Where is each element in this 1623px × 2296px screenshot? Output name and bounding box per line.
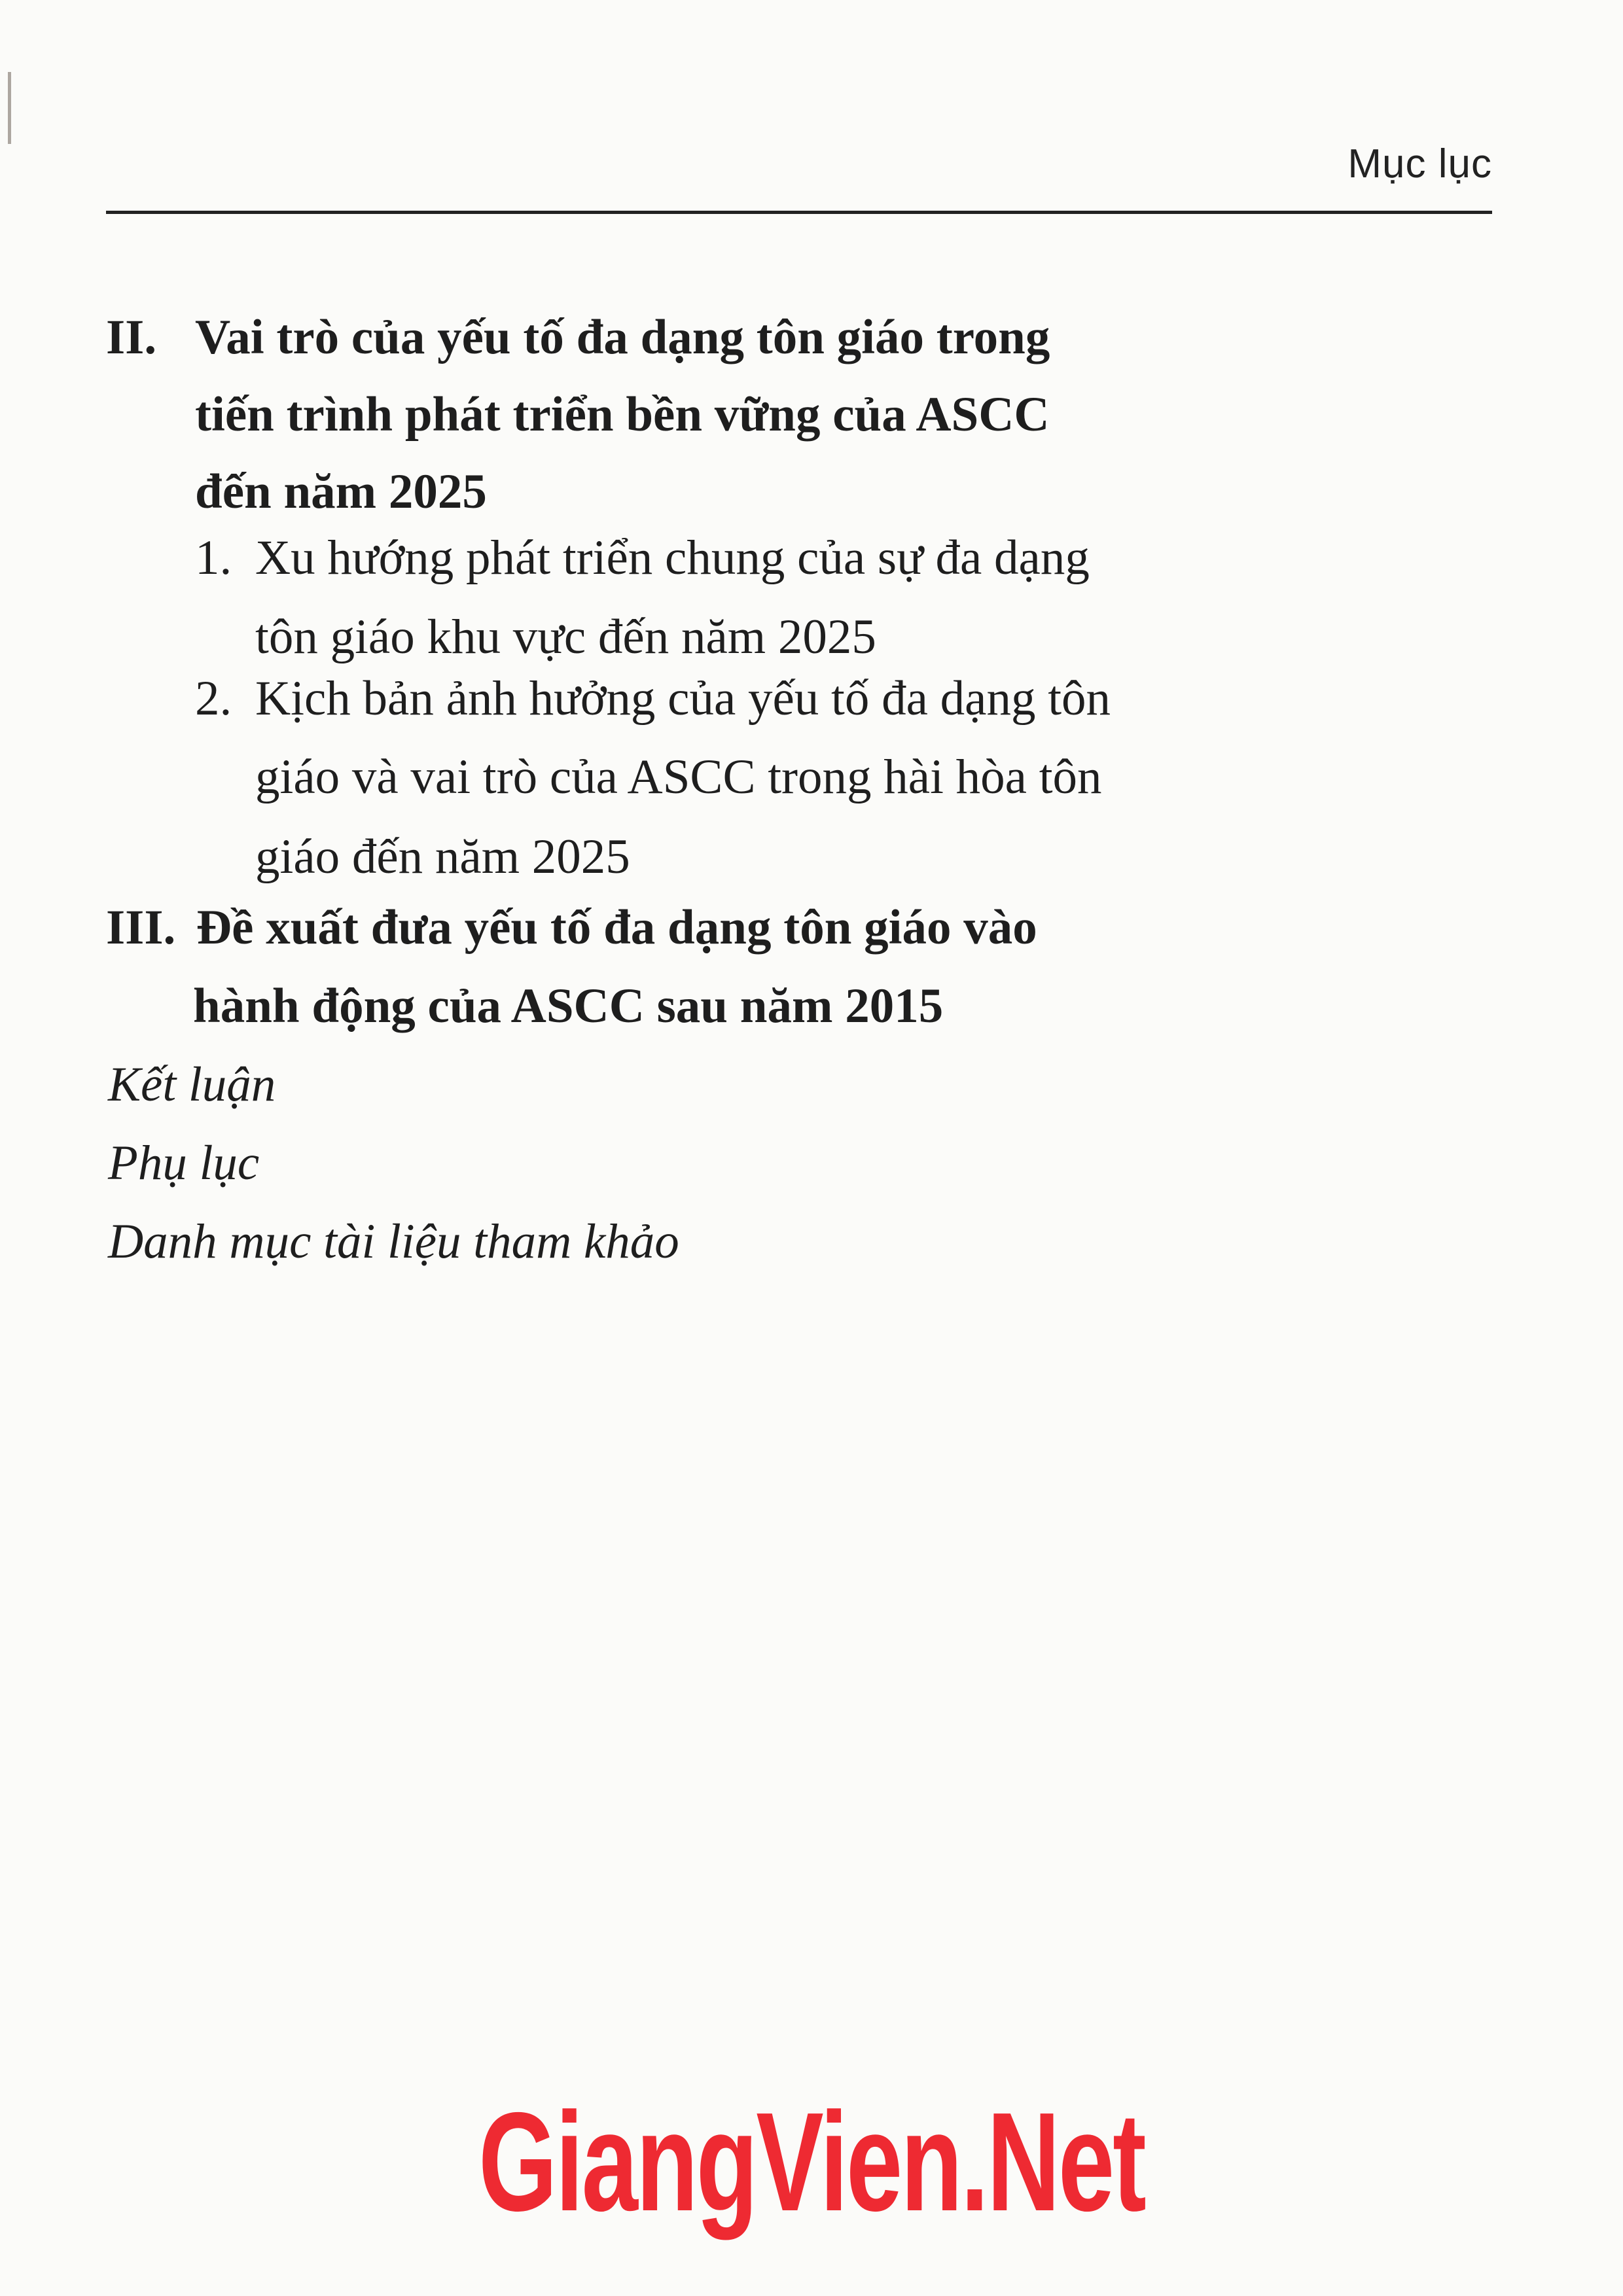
toc-conclusion-label: Kết luận	[108, 1057, 276, 1112]
toc-item-1-line-1: Xu hướng phát triển chung của sự đa dạng	[255, 531, 1090, 585]
running-header-title: Mục lục	[1347, 141, 1492, 186]
watermark-logo: GiangVien.Net	[478, 2083, 1145, 2240]
toc-item-1-number: 1.	[195, 531, 232, 585]
toc-item-2-line-1: Kịch bản ảnh hưởng của yếu tố đa dạng tôn	[255, 671, 1111, 726]
toc-section-3-numeral: III.	[106, 900, 176, 955]
toc-references-label: Danh mục tài liệu tham khảo	[108, 1214, 679, 1269]
toc-section-3-line-2: hành động của ASCC sau năm 2015	[193, 979, 944, 1033]
header-rule	[106, 211, 1492, 214]
toc-appendix-label: Phụ lục	[108, 1136, 260, 1190]
toc-item-2-line-3: giáo đến năm 2025	[255, 830, 630, 884]
page-edge-mark	[8, 72, 11, 144]
toc-section-2-line-1: Vai trò của yếu tố đa dạng tôn giáo trong	[195, 310, 1050, 364]
toc-item-2-number: 2.	[195, 671, 232, 726]
toc-item-2-line-2: giáo và vai trò của ASCC trong hài hòa tôn	[255, 750, 1102, 804]
toc-section-2-line-2: tiến trình phát triển bền vững của ASCC	[195, 387, 1050, 442]
toc-section-2-line-3: đến năm 2025	[195, 465, 487, 519]
toc-item-1-line-2: tôn giáo khu vực đến năm 2025	[255, 610, 876, 664]
toc-section-2-numeral: II.	[106, 310, 157, 364]
toc-section-3-line-1: Đề xuất đưa yếu tố đa dạng tôn giáo vào	[196, 900, 1037, 955]
